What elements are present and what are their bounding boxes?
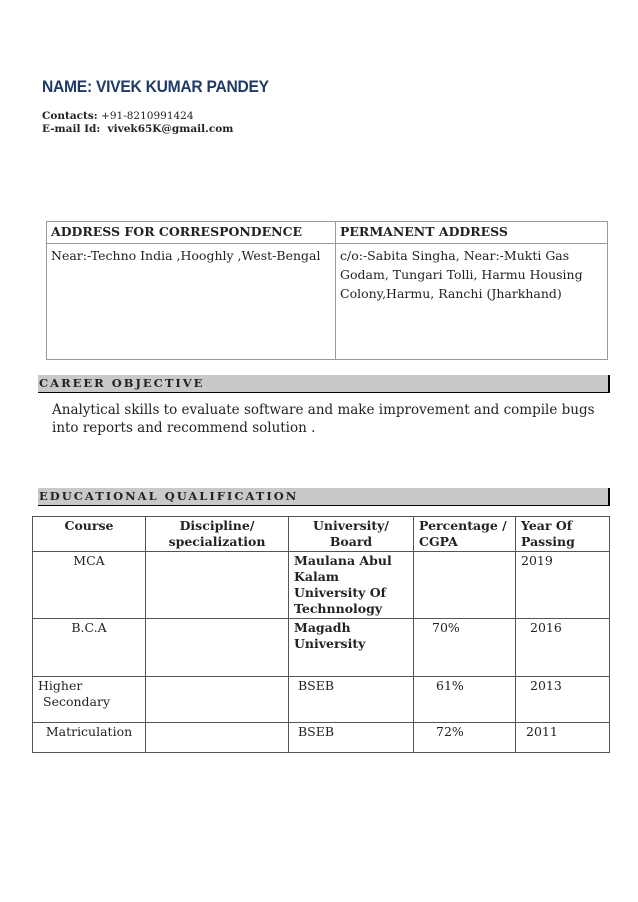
table-row (33, 677, 610, 723)
discipline-cell (146, 619, 289, 677)
university-cell: BSEB (289, 677, 414, 723)
discipline-cell (146, 552, 289, 619)
table-header-row (33, 517, 610, 552)
career-objective-heading: CAREER OBJECTIVE (38, 375, 610, 393)
phone-number: +91-8210991424 (101, 110, 194, 122)
permanent-address (336, 244, 608, 360)
university-header: University/ Board (289, 517, 414, 552)
permanent-line-3: Colony,Harmu, Ranchi (Jharkhand) (340, 286, 562, 301)
table-row (33, 552, 610, 619)
course-cell: Matriculation (33, 723, 146, 753)
year-cell: 2019 (516, 552, 610, 619)
table-row (33, 619, 610, 677)
objective-line-1: Analytical skills to evaluate software and make improvement and compile bugs (52, 402, 595, 418)
candidate-name: NAME: VIVEK KUMAR PANDEY (42, 77, 269, 96)
percentage-cell: 61% (414, 677, 516, 723)
objective-line-2: into reports and recommend solution . (52, 420, 316, 436)
contacts-label: Contacts: (42, 110, 98, 122)
course-cell: MCA (33, 552, 146, 619)
correspondence-header: ADDRESS FOR CORRESPONDENCE (47, 222, 336, 244)
university-cell: Maulana Abul Kalam University Of Technnology (289, 552, 414, 619)
percentage-cell (414, 552, 516, 619)
permanent-line-1: c/o:-Sabita Singha, Near:-Mukti Gas (340, 248, 570, 263)
table-row (33, 723, 610, 753)
discipline-header: Discipline/ specialization (146, 517, 289, 552)
email-line (42, 123, 233, 135)
university-cell: BSEB (289, 723, 414, 753)
university-cell: Magadh University (289, 619, 414, 677)
year-header: Year Of Passing (516, 517, 610, 552)
education-table (32, 516, 610, 753)
course-header: Course (33, 517, 146, 552)
year-cell: 2016 (516, 619, 610, 677)
percentage-cell: 70% (414, 619, 516, 677)
discipline-cell (146, 723, 289, 753)
percentage-cell: 72% (414, 723, 516, 753)
discipline-cell (146, 677, 289, 723)
email-label: E-mail Id: (42, 123, 101, 135)
permanent-header: PERMANENT ADDRESS (336, 222, 608, 244)
education-heading: EDUCATIONAL QUALIFICATION (38, 488, 610, 506)
career-objective-text (52, 401, 607, 437)
year-cell: 2013 (516, 677, 610, 723)
course-cell: Higher Secondary (33, 677, 146, 723)
year-cell: 2011 (516, 723, 610, 753)
email-address: vivek65K@gmail.com (107, 123, 234, 135)
course-cell: B.C.A (33, 619, 146, 677)
contact-line (42, 110, 194, 122)
percentage-header: Percentage / CGPA (414, 517, 516, 552)
address-table (46, 221, 608, 360)
permanent-line-2: Godam, Tungari Tolli, Harmu Housing (340, 267, 583, 282)
correspondence-address: Near:-Techno India ,Hooghly ,West-Bengal (47, 244, 336, 360)
